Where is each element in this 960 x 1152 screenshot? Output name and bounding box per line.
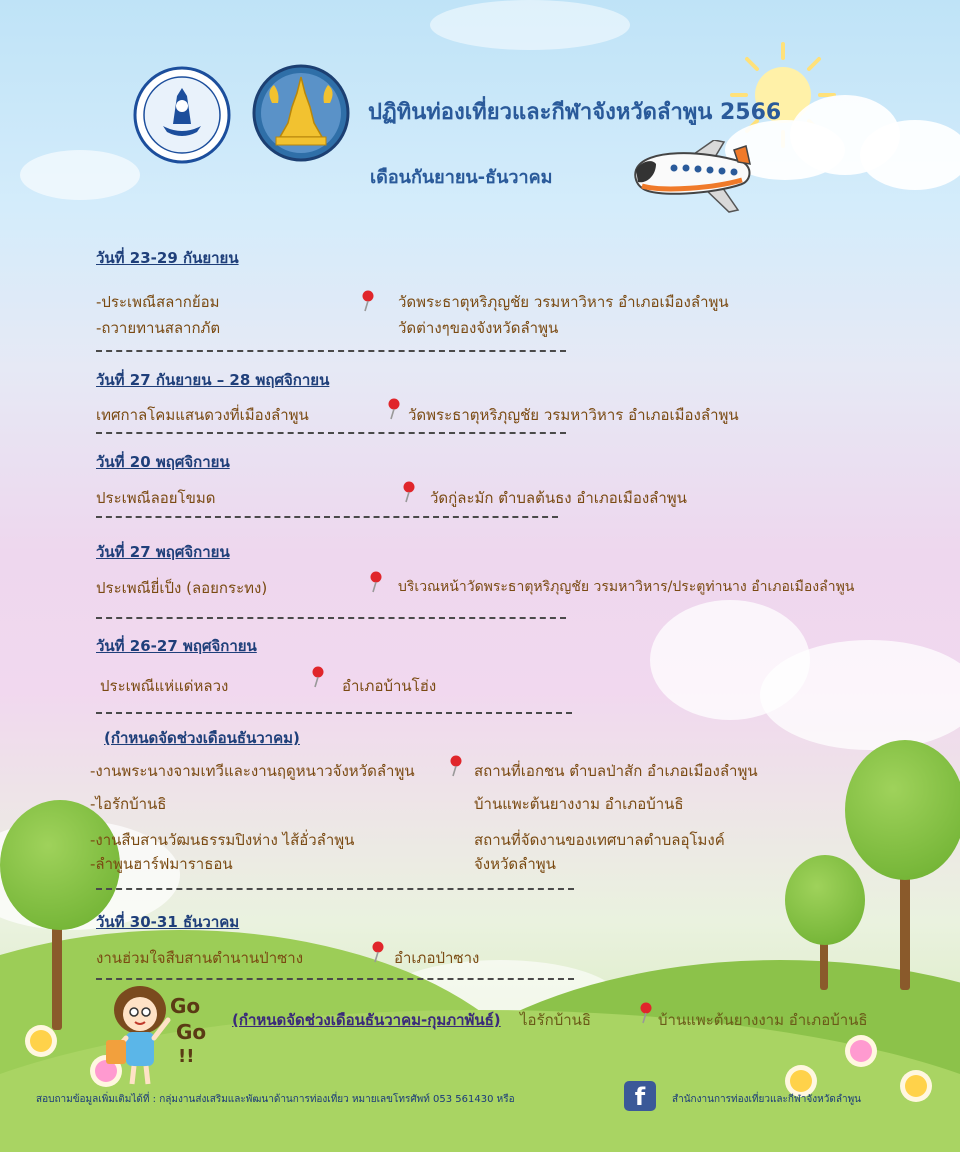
event-place: อำเภอบ้านโฮ่ง xyxy=(342,677,437,695)
event-place: บริเวณหน้าวัดพระธาตุหริภุญชัย วรมหาวิหาร/ประตูท่านาง อำเภอเมืองลำพูน xyxy=(398,579,855,595)
event-name: -ประเพณีสลากย้อม xyxy=(96,293,220,311)
event-place: สถานที่เอกชน ตำบลป่าสัก อำเภอเมืองลำพูน xyxy=(474,762,758,780)
go-text: Go xyxy=(170,994,201,1018)
date-heading: วันที่ 23-29 กันยายน xyxy=(96,249,239,267)
event-name: ประเพณีแห่แด่หลวง xyxy=(100,677,229,695)
facebook-icon[interactable]: f xyxy=(624,1081,656,1111)
page-subtitle: เดือนกันยายน-ธันวาคม xyxy=(370,167,553,188)
date-heading: วันที่ 27 กันยายน – 28 พฤศจิกายน xyxy=(96,371,330,389)
pin-icon xyxy=(368,571,384,593)
event-place: สถานที่จัดงานของเทศบาลตำบลอุโมงค์ xyxy=(474,831,725,849)
event-place: อำเภอป่าซาง xyxy=(394,949,480,967)
event-place: จังหวัดลำพูน xyxy=(474,855,556,873)
bottom-event-date: (กำหนดจัดช่วงเดือนธันวาคม-กุมภาพันธ์) xyxy=(232,1011,501,1029)
pin-icon xyxy=(401,481,417,503)
pin-icon xyxy=(638,1002,654,1024)
mascot-girl xyxy=(104,980,178,1090)
pin-icon xyxy=(448,755,464,777)
ministry-logo xyxy=(133,66,231,164)
go-exclaim: !! xyxy=(178,1046,195,1067)
divider xyxy=(96,350,566,352)
date-heading: วันที่ 30-31 ธันวาคม xyxy=(96,913,240,931)
event-place: วัดพระธาตุหริภุญชัย วรมหาวิหาร อำเภอเมืองลำพูน xyxy=(398,293,729,311)
event-name: -งานสืบสานวัฒนธรรมปิงห่าง ไส้อั่วลำพูน xyxy=(90,831,355,849)
event-name: ประเพณียี่เป็ง (ลอยกระทง) xyxy=(96,579,268,597)
date-heading: (กำหนดจัดช่วงเดือนธันวาคม) xyxy=(104,729,300,747)
divider xyxy=(96,888,574,890)
divider xyxy=(96,712,572,714)
province-logo xyxy=(252,63,350,163)
airplane-icon xyxy=(634,140,754,215)
event-name: -งานพระนางจามเทวีและงานฤดูหนาวจังหวัดลำพูน xyxy=(90,762,415,780)
facebook-page-name[interactable]: สำนักงานการท่องเที่ยวและกีฬาจังหวัดลำพูน xyxy=(672,1094,862,1105)
event-name: ประเพณีลอยโขมด xyxy=(96,489,216,507)
pin-icon xyxy=(386,398,402,420)
event-name: เทศกาลโคมแสนดวงที่เมืองลำพูน xyxy=(96,406,309,424)
event-name: -ไอรักบ้านธิ xyxy=(90,795,167,813)
date-heading: วันที่ 27 พฤศจิกายน xyxy=(96,543,230,561)
page-title: ปฏิทินท่องเที่ยวและกีฬาจังหวัดลำพูน 2566 xyxy=(368,100,782,125)
date-heading: วันที่ 26-27 พฤศจิกายน xyxy=(96,637,257,655)
event-place: บ้านแพะต้นยางงาม อำเภอบ้านธิ xyxy=(474,795,684,813)
pin-icon xyxy=(370,941,386,963)
event-place: วัดต่างๆของจังหวัดลำพูน xyxy=(398,319,559,337)
pin-icon xyxy=(310,666,326,688)
date-heading: วันที่ 20 พฤศจิกายน xyxy=(96,453,230,471)
event-name: -ถวายทานสลากภัต xyxy=(96,319,221,337)
event-name: -ลำพูนฮาร์ฟมาราธอน xyxy=(90,855,233,873)
bottom-event-name: ไอรักบ้านธิ xyxy=(520,1011,592,1029)
event-place: วัดกู่ละมัก ตำบลต้นธง อำเภอเมืองลำพูน xyxy=(430,489,687,507)
go-text: Go xyxy=(176,1020,207,1044)
contact-info: สอบถามข้อมูลเพิ่มเติมได้ที่ : กลุ่มงานส่งเสริมและพัฒนาด้านการท่องเที่ยว หมายเลขโทรศัพท์ 053 561430 หรือ xyxy=(36,1094,515,1105)
event-name: งานฮ่วมใจสืบสานตำนานป่าซาง xyxy=(96,949,304,967)
pin-icon xyxy=(360,290,376,312)
event-place: วัดพระธาตุหริภุญชัย วรมหาวิหาร อำเภอเมืองลำพูน xyxy=(408,406,739,424)
divider xyxy=(96,617,566,619)
bottom-event-place: บ้านแพะต้นยางงาม อำเภอบ้านธิ xyxy=(658,1011,868,1029)
divider xyxy=(96,432,566,434)
divider xyxy=(96,516,558,518)
